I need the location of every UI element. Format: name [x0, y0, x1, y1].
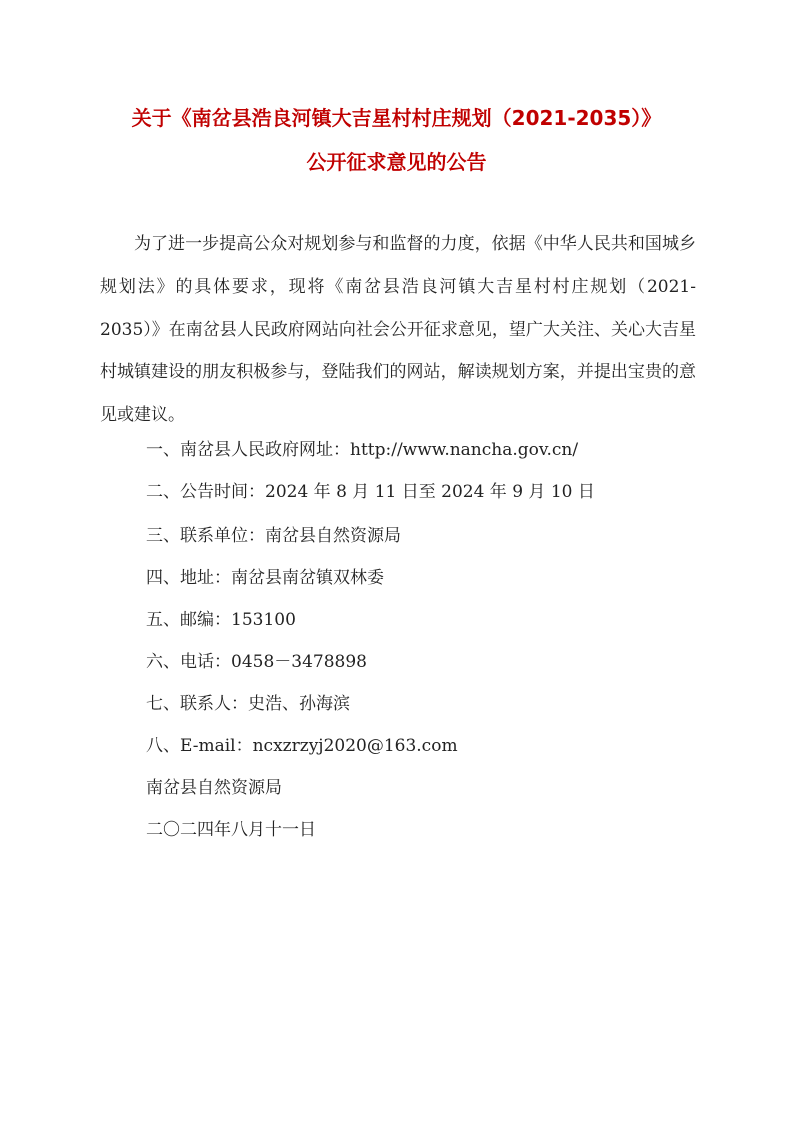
item-contact-unit: 三、联系单位：南岔县自然资源局 — [146, 526, 401, 546]
intro-paragraph: 为了进一步提高公众对规划参与和监督的力度，依据《中华人民共和国城乡规划法》的具体要求，现将《南岔县浩良河镇大吉星村村庄规划（2021-2035）》在南岔县人民政府网站向社会公开征求意见，望广大关注、关心大吉星村城镇建设的朋友积极参与，登陆我们的网站，解读规划方案，并提出宝贵的意见或建议。 — [100, 234, 696, 426]
item-address: 四、地址：南岔县南岔镇双林委 — [146, 568, 384, 588]
item-notice-period: 二、公告时间：2024 年 8 月 11 日至 2024 年 9 月 10 日 — [146, 482, 595, 502]
item-website: 一、南岔县人民政府网址：http://www.nancha.gov.cn/ — [146, 440, 579, 460]
item-phone: 六、电话：0458－3478898 — [146, 652, 367, 672]
signature-organization: 南岔县自然资源局 — [146, 778, 282, 798]
item-email: 八、E-mail：ncxzrzyj2020@163.com — [146, 736, 458, 756]
document-title-line-1: 关于《南岔县浩良河镇大吉星村村庄规划（2021-2035）》 — [131, 106, 662, 130]
item-contact-person: 七、联系人：史浩、孙海滨 — [146, 694, 350, 714]
signature-date: 二〇二四年八月十一日 — [146, 820, 316, 840]
document-title-line-2: 公开征求意见的公告 — [306, 150, 487, 174]
item-postcode: 五、邮编：153100 — [146, 610, 296, 630]
